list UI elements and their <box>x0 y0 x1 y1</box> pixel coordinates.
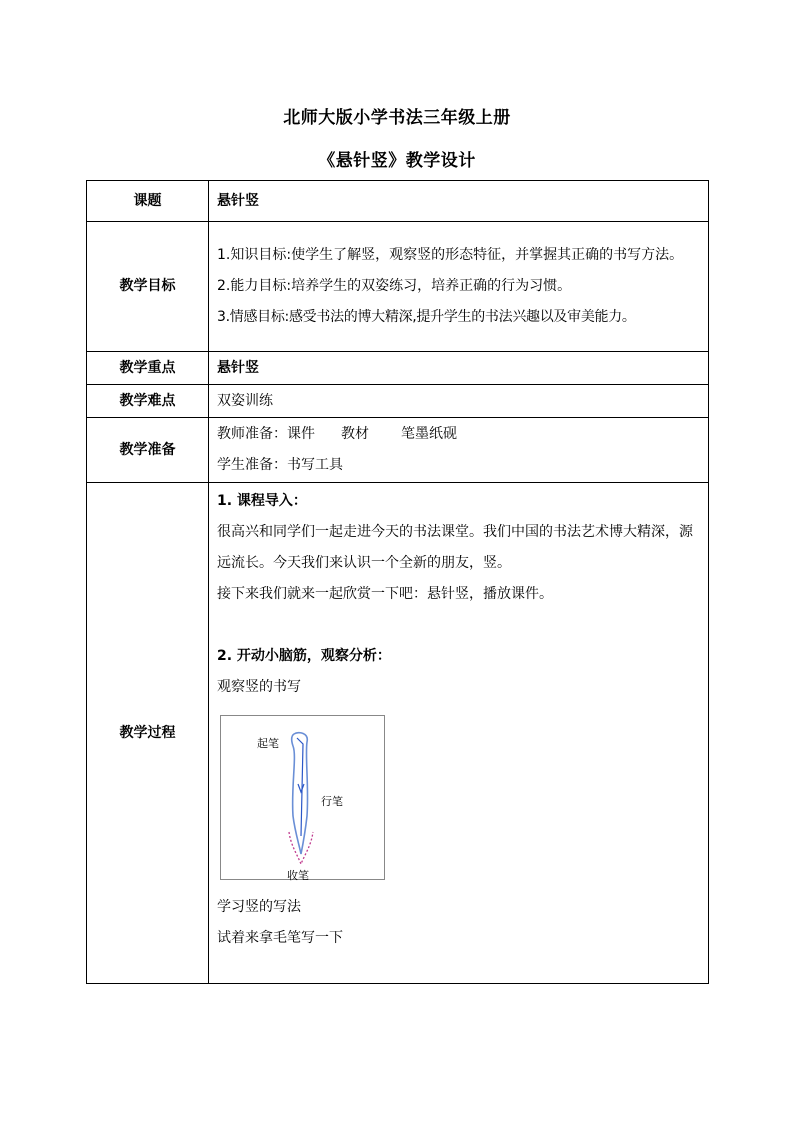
objectives-value <box>209 222 709 352</box>
student-preparation: 学生准备：书写工具 <box>217 457 343 473</box>
stroke-outline <box>292 733 308 854</box>
process-value <box>209 483 709 984</box>
objective-item: 3.情感目标:感受书法的博大精深,提升学生的书法兴趣以及审美能力。 <box>217 309 636 325</box>
paragraph: 很高兴和同学们一起走进今天的书法课堂。我们中国的书法艺术博大精深，源远流长。今天我们来认识一个全新的朋友，竖。 <box>217 524 693 571</box>
arrow-head-icon <box>298 784 304 792</box>
objectives-label: 教学目标 <box>87 222 209 352</box>
paragraph: 学习竖的写法 <box>217 899 301 915</box>
row-process <box>87 483 709 984</box>
teacher-prep-item: 教师准备：课件 <box>217 426 315 442</box>
key-point-value: 悬针竖 <box>209 352 709 385</box>
topic-value: 悬针竖 <box>209 181 709 222</box>
section-title: 2. 开动小脑筋，观察分析： <box>217 648 391 664</box>
row-objectives <box>87 222 709 352</box>
key-point-label: 教学重点 <box>87 352 209 385</box>
lesson-title: 《悬针竖》教学设计 <box>318 151 476 171</box>
row-key-point <box>87 352 709 385</box>
preparation-value <box>209 418 709 483</box>
paragraph: 观察竖的书写 <box>217 679 301 695</box>
objective-item: 1.知识目标:使学生了解竖，观察竖的形态特征，并掌握其正确的书写方法。 <box>217 247 684 263</box>
paragraph: 试着来拿毛笔写一下 <box>217 930 343 946</box>
preparation-label: 教学准备 <box>87 418 209 483</box>
lesson-plan-table <box>86 180 709 984</box>
section-title: 1. 课程导入： <box>217 493 307 509</box>
label-start: 起笔 <box>257 737 279 750</box>
row-difficulty <box>87 385 709 418</box>
row-topic <box>87 181 709 222</box>
teacher-prep-item: 笔墨纸砚 <box>401 426 457 442</box>
stroke-diagram <box>220 715 385 880</box>
teacher-preparation <box>217 419 700 450</box>
teacher-prep-item: 教材 <box>341 426 369 442</box>
label-move: 行笔 <box>321 795 343 808</box>
stroke-path-arrow <box>297 738 303 836</box>
process-label: 教学过程 <box>87 483 209 984</box>
objective-item: 2.能力目标:培养学生的双姿练习，培养正确的行为习惯。 <box>217 278 572 294</box>
row-preparation <box>87 418 709 483</box>
vertical-stroke-drawing <box>221 716 384 879</box>
difficulty-label: 教学难点 <box>87 385 209 418</box>
difficulty-value: 双姿训练 <box>209 385 709 418</box>
topic-label: 课题 <box>87 181 209 222</box>
page-title: 北师大版小学书法三年级上册 <box>283 108 511 128</box>
paragraph: 接下来我们就来一起欣赏一下吧：悬针竖，播放课件。 <box>217 586 553 602</box>
label-end: 收笔 <box>287 869 309 882</box>
